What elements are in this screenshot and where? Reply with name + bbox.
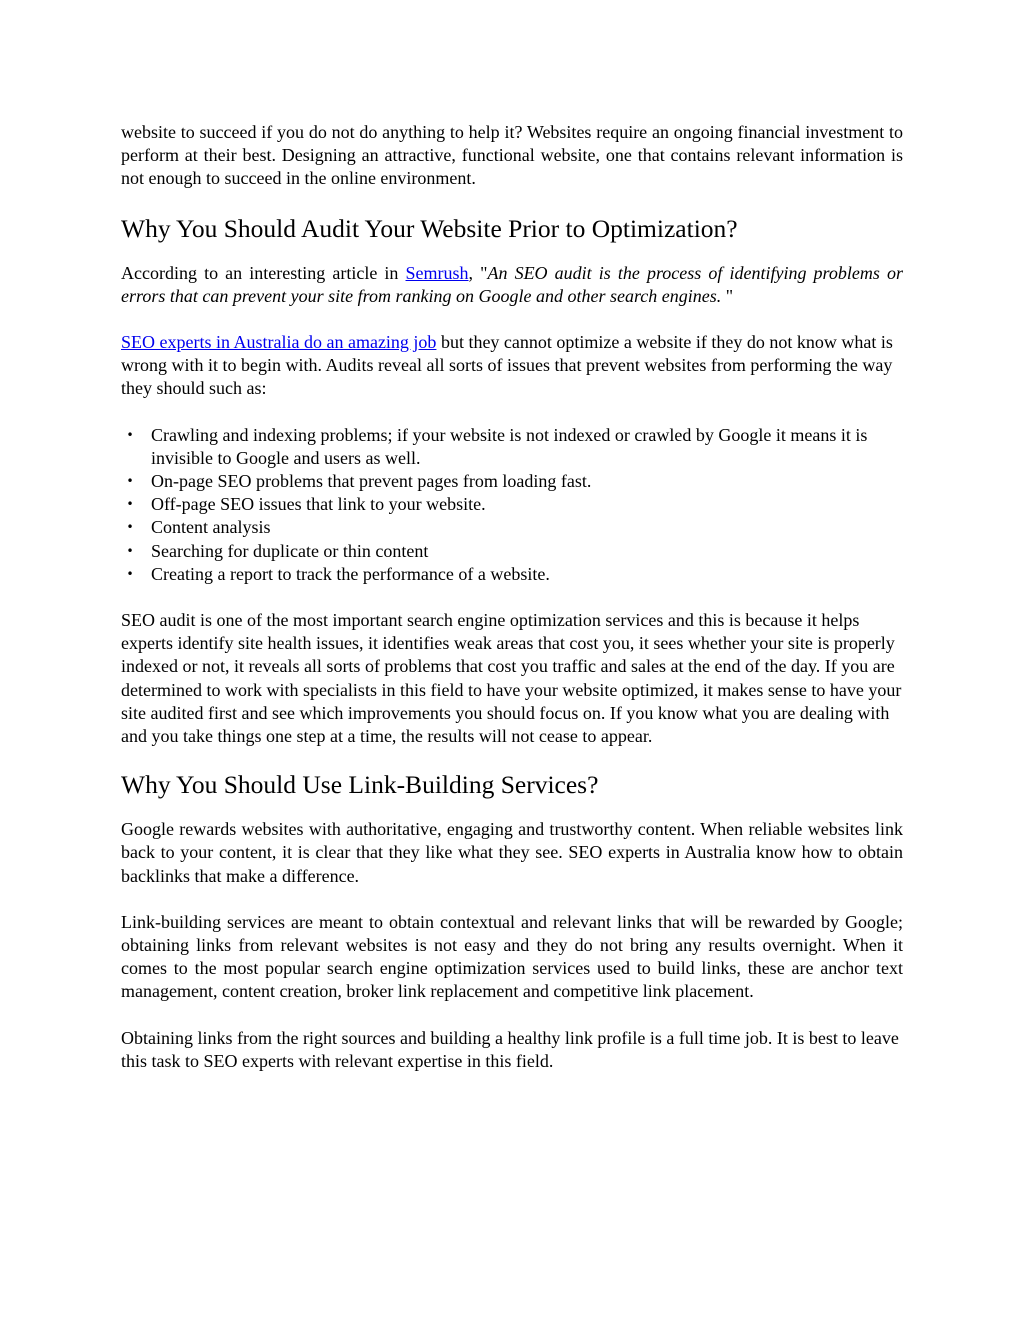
list-item <box>121 516 903 539</box>
semrush-quote-paragraph <box>121 262 903 308</box>
section-heading-audit: Why You Should Audit Your Website Prior to Optimization? <box>121 213 738 243</box>
quote-close-mark: " <box>721 285 734 306</box>
bullet-icon: • <box>126 566 134 581</box>
bullet-icon: • <box>126 543 134 558</box>
seo-experts-link[interactable]: SEO experts in Australia do an amazing job <box>121 332 437 353</box>
link-building-paragraph: Link-building services are meant to obtain contextual and relevant links that will be rewarded by Google; obtaining links from relevant websites is not easy and they do not bring any results overnight. When it comes to the most popular search engine optimization services used to build links, these are anchor text management, content creation, broker link replacement and competitive link placement. <box>121 911 903 1002</box>
quote-intro-text: According to an interesting article in <box>121 262 406 283</box>
audit-issues-list <box>121 424 903 586</box>
list-item <box>121 563 903 586</box>
intro-paragraph: website to succeed if you do not do anything to help it? Websites require an ongoing financial investment to perform at their best. Designing an attractive, functional website, one that contains relevant information is not enough to succeed in the online environment. <box>121 122 903 189</box>
list-item-text: Off-page SEO issues that link to your website. <box>151 494 486 515</box>
list-item-text: Searching for duplicate or thin content <box>151 540 429 561</box>
list-item <box>121 493 903 516</box>
closing-paragraph: Obtaining links from the right sources and building a healthy link profile is a full time job. It is best to leave this task to SEO experts with relevant expertise in this field. <box>121 1027 899 1071</box>
list-item <box>121 470 903 493</box>
quote-open-mark: , " <box>468 262 488 283</box>
list-item-text: Creating a report to track the performance of a website. <box>151 563 550 584</box>
seo-experts-paragraph <box>121 331 903 401</box>
seo-experts-text: but they cannot optimize a website if they do not know what is wrong with it to begin with. Audits reveal all sorts of issues that prevent websites from performing the way they should such as: <box>121 332 893 399</box>
google-rewards-paragraph: Google rewards websites with authoritative, engaging and trustworthy content. When reliable websites link back to your content, it is clear that they like what they see. SEO experts in Australia know how to obtain backlinks that make a difference. <box>121 819 903 886</box>
semrush-quote: An SEO audit is the process of identifying problems or errors that can prevent your site from ranking on Google and other search engines. <box>121 262 903 306</box>
bullet-icon: • <box>126 497 134 512</box>
list-item <box>121 424 903 470</box>
bullet-icon: • <box>126 474 134 489</box>
bullet-icon: • <box>126 520 134 535</box>
list-item-text: Crawling and indexing problems; if your website is not indexed or crawled by Google it means it is invisible to Google and users as well. <box>151 424 868 468</box>
list-item-text: Content analysis <box>151 517 271 538</box>
bullet-icon: • <box>126 427 134 442</box>
section-heading-link-building: Why You Should Use Link-Building Services? <box>121 770 599 800</box>
list-item <box>121 540 903 563</box>
seo-audit-paragraph: SEO audit is one of the most important search engine optimization services and this is because it helps experts identify site health issues, it identifies weak areas that cost you, it sees whether your site is properly indexed or not, it reveals all sorts of problems that cost you traffic and sales at the end of the day. If you are determined to work with specialists in this field to have your website optimized, it makes sense to have your site audited first and see which improvements you should focus on. If you know what you are dealing with and you take things one step at a time, the results will not cease to appear. <box>121 610 902 747</box>
document-page <box>121 118 903 1073</box>
semrush-link[interactable]: Semrush <box>405 262 469 283</box>
list-item-text: On-page SEO problems that prevent pages from loading fast. <box>151 471 592 492</box>
